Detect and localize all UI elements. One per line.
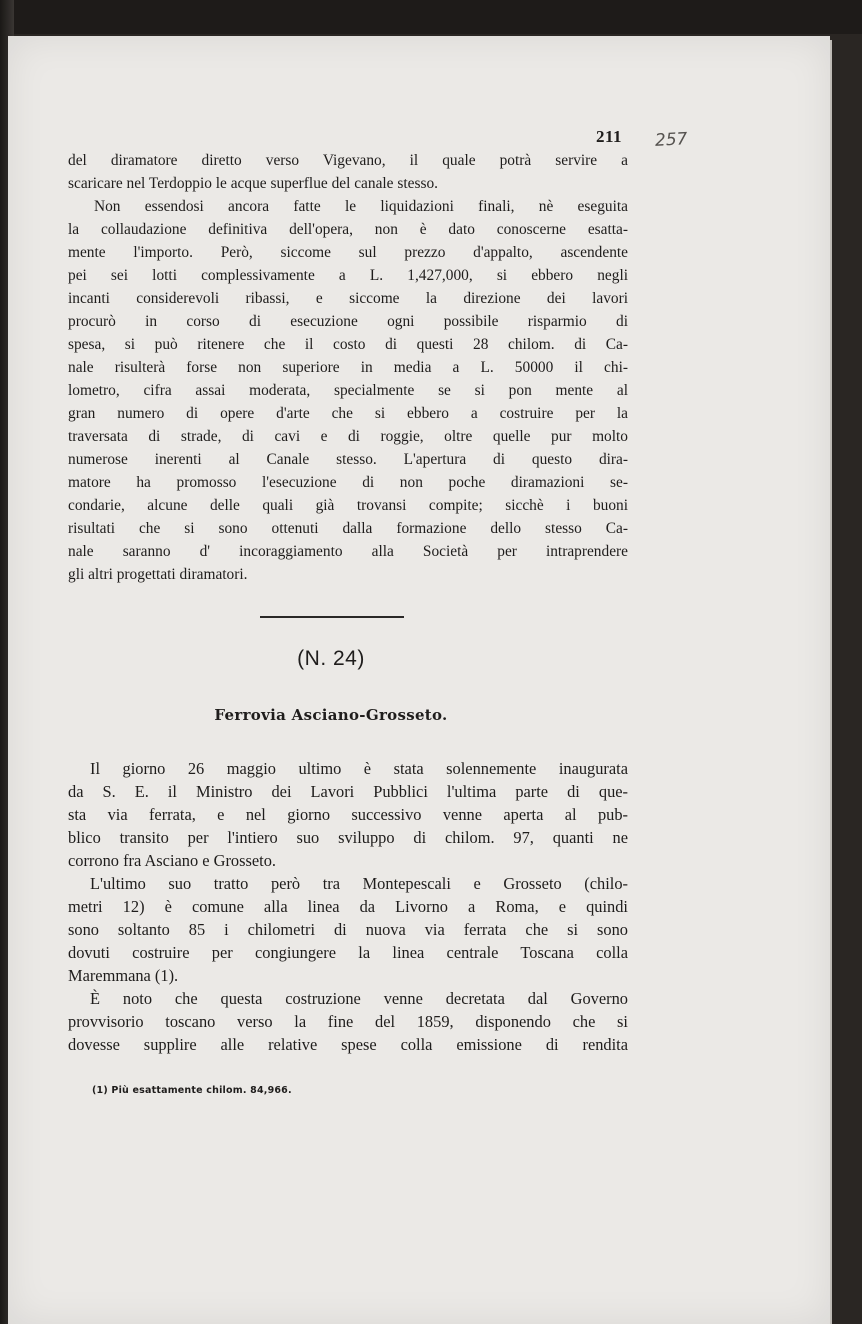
text-line: incanti considerevoli ribassi, e siccome la direzione dei lavori [68,290,628,307]
page-number: 211 [596,127,623,146]
text-line: numerose inerenti al Canale stesso. L'apertura di questo dira- [68,451,628,468]
text-line: da S. E. il Ministro dei Lavori Pubblici l'ultima parte di que- [68,782,628,801]
text-line: del diramatore diretto verso Vigevano, il quale potrà servire a [68,152,628,169]
text-line: dovesse supplire alle relative spese colla emissione di rendita [68,1035,628,1054]
text-line: traversata di strade, di cavi e di roggie, oltre quelle pur molto [68,428,628,445]
section-number: (N. 24) [297,647,365,670]
text-line: procurò in corso di esecuzione ogni possibile risparmio di [68,313,628,330]
text-line: Maremmana (1). [68,966,179,985]
handwritten-page-number: 257 [654,129,688,151]
text-line: mente l'importo. Però, siccome sul prezzo d'appalto, ascendente [68,244,628,261]
text-line: metri 12) è comune alla linea da Livorno a Roma, e quindi [68,897,628,916]
text-line: L'ultimo suo tratto però tra Montepescali e Grosseto (chilo- [90,874,628,893]
text-line: pei sei lotti complessivamente a L. 1,427,000, si ebbero negli [68,267,628,284]
text-line: lometro, cifra assai moderata, specialmente se si pon mente al [68,382,628,399]
text-line: scaricare nel Terdoppio le acque superflue del canale stesso. [68,175,438,192]
section-title: Ferrovia Asciano-Grosseto. [214,706,448,724]
text-line: sta via ferrata, e nel giorno successivo venne aperta al pub- [68,805,628,824]
text-line: risultati che si sono ottenuti dalla formazione dello stesso Ca- [68,520,628,537]
text-line: È noto che questa costruzione venne decretata dal Governo [90,989,628,1008]
text-line: gli altri progettati diramatori. [68,566,248,583]
text-line: nale risulterà forse non superiore in media a L. 50000 il chi- [68,359,628,376]
text-line: gran numero di opere d'arte che si ebbero a costruire per la [68,405,628,422]
footnote: (1) Più esattamente chilom. 84,966. [92,1085,292,1096]
text-line: matore ha promosso l'esecuzione di non poche diramazioni se- [68,474,628,491]
text-line: la collaudazione definitiva dell'opera, non è dato conoscerne esatta- [68,221,628,238]
text-line: condarie, alcune delle quali già trovansi compite; sicchè i buoni [68,497,628,514]
text-line: blico transito per l'intiero suo sviluppo di chilom. 97, quanti ne [68,828,628,847]
text-line: provvisorio toscano verso la fine del 1859, disponendo che si [68,1012,628,1031]
text-line: spesa, si può ritenere che il costo di questi 28 chilom. di Ca- [68,336,628,353]
text-line: Non essendosi ancora fatte le liquidazioni finali, nè eseguita [94,198,628,215]
text-line: nale saranno d' incoraggiamento alla Società per intraprendere [68,543,628,560]
text-line: sono soltanto 85 i chilometri di nuova via ferrata che si sono [68,920,628,939]
text-line: dovuti costruire per congiungere la linea centrale Toscana colla [68,943,628,962]
scan-border-top [0,0,862,34]
text-line: corrono fra Asciano e Grosseto. [68,851,277,870]
text-line: Il giorno 26 maggio ultimo è stata solennemente inaugurata [90,759,628,778]
section-separator [260,616,404,618]
